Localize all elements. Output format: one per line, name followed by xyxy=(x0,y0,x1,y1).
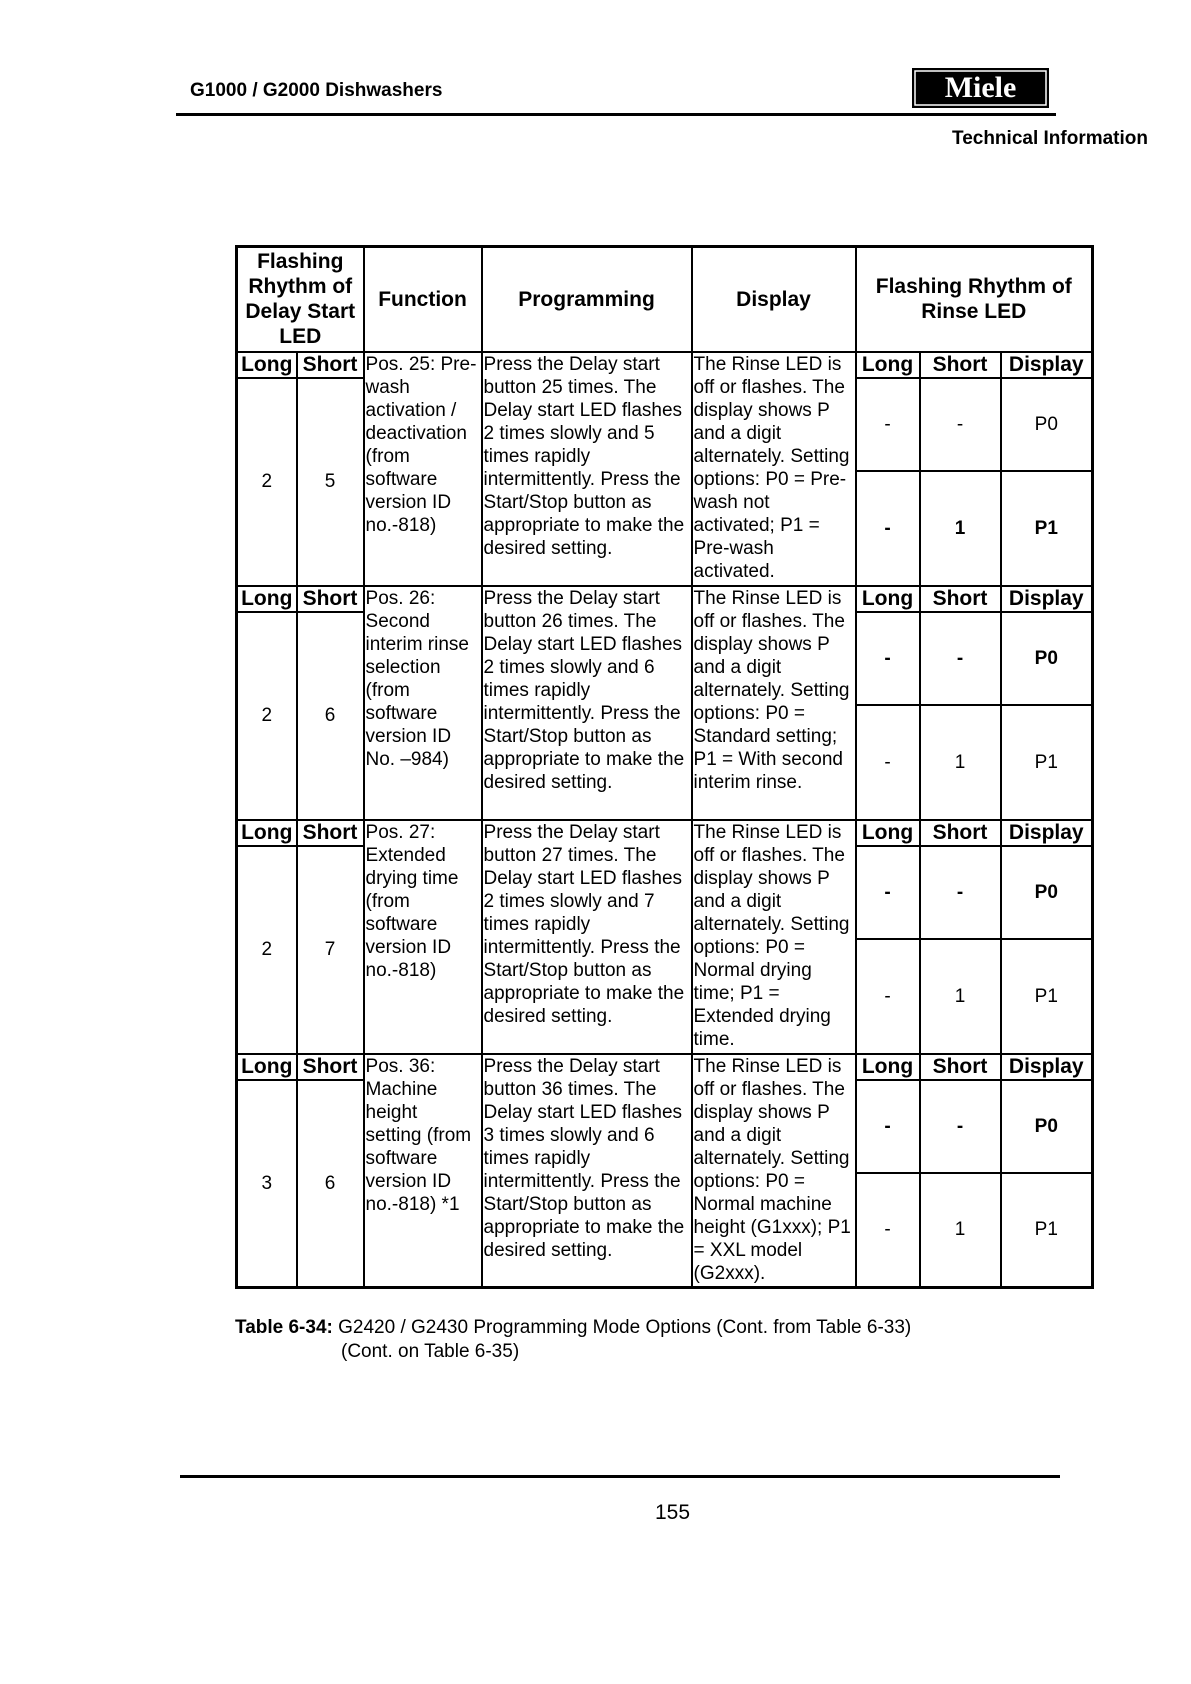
delay-long-value: 2 xyxy=(237,846,297,1054)
programming-mode-table xyxy=(235,245,1094,1289)
rinse-long-value: - xyxy=(856,612,920,705)
header-flashing-delay: Flashing Rhythm of Delay Start LED xyxy=(237,247,364,352)
rinse-display-value: P1 xyxy=(1001,1173,1093,1288)
header-programming: Programming xyxy=(482,247,692,352)
rinse-display-value: P0 xyxy=(1001,378,1093,471)
subheader-short: Short xyxy=(297,820,364,846)
subheader-long: Long xyxy=(856,1054,920,1080)
rinse-display-value: P0 xyxy=(1001,612,1093,705)
table-header-row xyxy=(237,247,1093,352)
function-cell: Pos. 26: Second interim rinse selection (from software version ID No. –984) xyxy=(364,586,482,820)
table-row xyxy=(237,820,1093,846)
subheader-short: Short xyxy=(297,586,364,612)
section-label: Technical Information xyxy=(952,128,1149,149)
header-flashing-rinse: Flashing Rhythm of Rinse LED xyxy=(856,247,1093,352)
rinse-display-value: P1 xyxy=(1001,705,1093,820)
rinse-short-value: - xyxy=(920,846,1001,939)
rinse-short-value: 1 xyxy=(920,705,1001,820)
display-cell: The Rinse LED is off or flashes. The display shows P and a digit alternately. Setting options: P0 = Normal drying time; P1 = Extended drying time. xyxy=(692,820,856,1054)
rinse-short-value: 1 xyxy=(920,939,1001,1054)
subheader-short: Short xyxy=(297,352,364,378)
programming-cell: Press the Delay start button 26 times. The Delay start LED flashes 2 times slowly and 6 times rapidly intermittently. Press the Start/Stop button as appropriate to make the desired setting. xyxy=(482,586,692,820)
rinse-short-value: 1 xyxy=(920,1173,1001,1288)
subheader-display: Display xyxy=(1001,586,1093,612)
display-cell: The Rinse LED is off or flashes. The display shows P and a digit alternately. Setting options: P0 = Standard setting; P1 = With second interim rinse. xyxy=(692,586,856,820)
header-rule xyxy=(176,113,1056,116)
rinse-long-value: - xyxy=(856,846,920,939)
header-function: Function xyxy=(364,247,482,352)
function-cell: Pos. 36: Machine height setting (from software version ID no.-818) *1 xyxy=(364,1054,482,1288)
page-number: 155 xyxy=(654,1501,691,1524)
caption-label: Table 6-34: xyxy=(235,1317,333,1338)
rinse-short-value: 1 xyxy=(920,471,1001,586)
subheader-display: Display xyxy=(1001,820,1093,846)
table-row xyxy=(237,586,1093,612)
rinse-display-value: P0 xyxy=(1001,1080,1093,1173)
delay-long-value: 2 xyxy=(237,378,297,586)
footer-rule xyxy=(180,1475,1060,1478)
programming-cell: Press the Delay start button 36 times. The Delay start LED flashes 3 times slowly and 6 times rapidly intermittently. Press the Start/Stop button as appropriate to make the desired setting. xyxy=(482,1054,692,1288)
rinse-display-value: P0 xyxy=(1001,846,1093,939)
rinse-short-value: - xyxy=(920,612,1001,705)
table-row xyxy=(237,352,1093,378)
programming-cell: Press the Delay start button 27 times. The Delay start LED flashes 2 times slowly and 7 times rapidly intermittently. Press the Start/Stop button as appropriate to make the desired setting. xyxy=(482,820,692,1054)
delay-short-value: 6 xyxy=(297,1080,364,1288)
rinse-long-value: - xyxy=(856,471,920,586)
rinse-long-value: - xyxy=(856,1080,920,1173)
rinse-short-value: - xyxy=(920,1080,1001,1173)
subheader-short: Short xyxy=(920,352,1001,378)
delay-long-value: 3 xyxy=(237,1080,297,1288)
subheader-long: Long xyxy=(237,586,297,612)
subheader-short: Short xyxy=(920,586,1001,612)
subheader-display: Display xyxy=(1001,1054,1093,1080)
rinse-long-value: - xyxy=(856,939,920,1054)
table-caption xyxy=(235,1316,911,1364)
display-cell: The Rinse LED is off or flashes. The display shows P and a digit alternately. Setting options: P0 = Pre-wash not activated; P1 = Pre-wash activated. xyxy=(692,352,856,586)
delay-short-value: 6 xyxy=(297,612,364,820)
rinse-long-value: - xyxy=(856,705,920,820)
table-row xyxy=(237,1054,1093,1080)
rinse-display-value: P1 xyxy=(1001,471,1093,586)
subheader-long: Long xyxy=(856,820,920,846)
delay-short-value: 5 xyxy=(297,378,364,586)
function-cell: Pos. 25: Pre-wash activation / deactivation (from software version ID no.-818) xyxy=(364,352,482,586)
subheader-long: Long xyxy=(856,586,920,612)
programming-cell: Press the Delay start button 25 times. The Delay start LED flashes 2 times slowly and 5 times rapidly intermittently. Press the Start/Stop button as appropriate to make the desired setting. xyxy=(482,352,692,586)
subheader-long: Long xyxy=(237,352,297,378)
miele-logo xyxy=(912,68,1049,108)
subheader-display: Display xyxy=(1001,352,1093,378)
subheader-long: Long xyxy=(237,820,297,846)
header-display: Display xyxy=(692,247,856,352)
delay-short-value: 7 xyxy=(297,846,364,1054)
function-cell: Pos. 27: Extended drying time (from software version ID no.-818) xyxy=(364,820,482,1054)
rinse-display-value: P1 xyxy=(1001,939,1093,1054)
display-cell: The Rinse LED is off or flashes. The display shows P and a digit alternately. Setting options: P0 = Normal machine height (G1xxx); P1 = XXL model (G2xxx). xyxy=(692,1054,856,1288)
subheader-short: Short xyxy=(920,1054,1001,1080)
svg-text:Miele: Miele xyxy=(944,71,1017,104)
caption-text: G2420 / G2430 Programming Mode Options (Cont. from Table 6-33) xyxy=(338,1317,912,1338)
subheader-short: Short xyxy=(297,1054,364,1080)
subheader-long: Long xyxy=(237,1054,297,1080)
subheader-long: Long xyxy=(856,352,920,378)
caption-continuation: (Cont. on Table 6-35) xyxy=(341,1341,520,1362)
subheader-short: Short xyxy=(920,820,1001,846)
rinse-short-value: - xyxy=(920,378,1001,471)
delay-long-value: 2 xyxy=(237,612,297,820)
document-title: G1000 / G2000 Dishwashers xyxy=(190,80,443,101)
rinse-long-value: - xyxy=(856,1173,920,1288)
rinse-long-value: - xyxy=(856,378,920,471)
